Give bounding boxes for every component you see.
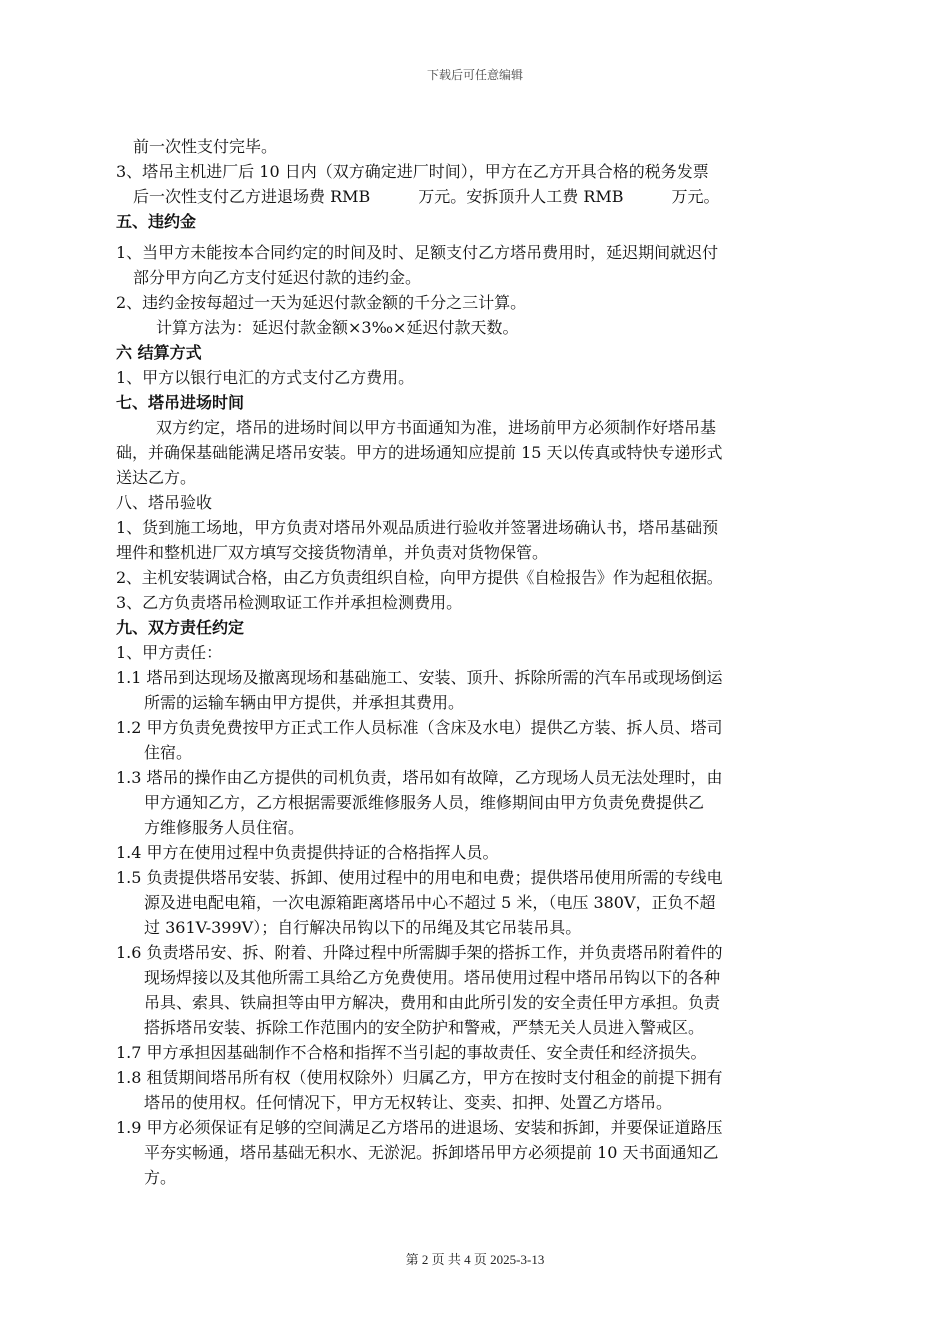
text-line: 后一次性支付乙方进退场费 RMB 万元。安拆顶升人工费 RMB 万元。 bbox=[133, 187, 720, 206]
text-line: 计算方法为：延迟付款金额×3‰×延迟付款天数。 bbox=[156, 318, 519, 337]
text-line: 源及进电配电箱，一次电源箱距离塔吊中心不超过 5 米，（电压 380V，正负不超 bbox=[144, 893, 716, 912]
text-line: 1.5 负责提供塔吊安装、拆卸、使用过程中的用电和电费；提供塔吊使用所需的专线电 bbox=[116, 868, 723, 887]
text-line: 1、货到施工场地，甲方负责对塔吊外观品质进行验收并签署进场确认书，塔吊基础预 bbox=[116, 518, 719, 537]
text-line: 2、违约金按每超过一天为延迟付款金额的千分之三计算。 bbox=[116, 293, 527, 312]
text-line: 吊具、索具、铁扁担等由甲方解决，费用和由此所引发的安全责任甲方承担。负责 bbox=[144, 993, 721, 1012]
section-heading: 六 结算方式 bbox=[116, 343, 202, 362]
text-line: 2、主机安装调试合格，由乙方负责组织自检，向甲方提供《自检报告》作为起租依据。 bbox=[116, 568, 723, 587]
text-line: 送达乙方。 bbox=[116, 468, 197, 487]
text-line: 1.1 塔吊到达现场及撤离现场和基础施工、安装、顶升、拆除所需的汽车吊或现场倒运 bbox=[116, 668, 723, 687]
text-line: 部分甲方向乙方支付延迟付款的违约金。 bbox=[133, 268, 422, 287]
document-body bbox=[116, 134, 840, 1190]
text-line: 1.3 塔吊的操作由乙方提供的司机负责，塔吊如有故障，乙方现场人员无法处理时，由 bbox=[116, 768, 723, 787]
page-footer: 第 2 页 共 4 页 2025-3-13 bbox=[405, 1252, 545, 1267]
text-line: 双方约定，塔吊的进场时间以甲方书面通知为准，进场前甲方必须制作好塔吊基 bbox=[156, 418, 717, 437]
section-heading: 八、塔吊验收 bbox=[116, 493, 213, 512]
text-line: 塔吊的使用权。任何情况下，甲方无权转让、变卖、扣押、处置乙方塔吊。 bbox=[144, 1093, 673, 1112]
section-heading: 九、双方责任约定 bbox=[116, 618, 245, 637]
text-line: 3、乙方负责塔吊检测取证工作并承担检测费用。 bbox=[116, 593, 463, 612]
text-line: 前一次性支付完毕。 bbox=[133, 137, 278, 156]
text-line: 平夯实畅通，塔吊基础无积水、无淤泥。拆卸塔吊甲方必须提前 10 天书面通知乙 bbox=[144, 1143, 719, 1162]
section-heading: 七、塔吊进场时间 bbox=[116, 393, 245, 412]
text-line: 甲方通知乙方，乙方根据需要派维修服务人员，维修期间由甲方负责免费提供乙 bbox=[144, 793, 705, 812]
page-header: 下载后可任意编辑 bbox=[426, 68, 523, 82]
text-line: 现场焊接以及其他所需工具给乙方免费使用。塔吊使用过程中塔吊吊钩以下的各种 bbox=[144, 968, 721, 987]
text-line: 1.4 甲方在使用过程中负责提供持证的合格指挥人员。 bbox=[116, 843, 499, 862]
text-line: 过 361V-399V）；自行解决吊钩以下的吊绳及其它吊装吊具。 bbox=[144, 918, 582, 937]
text-line: 1.2 甲方负责免费按甲方正式工作人员标准（含床及水电）提供乙方装、拆人员、塔司 bbox=[116, 718, 723, 737]
text-line: 所需的运输车辆由甲方提供，并承担其费用。 bbox=[144, 693, 465, 712]
text-line: 3、塔吊主机进厂后 10 日内（双方确定进厂时间），甲方在乙方开具合格的税务发票 bbox=[116, 162, 709, 181]
text-line: 1.8 租赁期间塔吊所有权（使用权除外）归属乙方，甲方在按时支付租金的前提下拥有 bbox=[116, 1068, 723, 1087]
text-line: 1、甲方以银行电汇的方式支付乙方费用。 bbox=[116, 368, 415, 387]
text-line: 埋件和整机进厂双方填写交接货物清单，并负责对货物保管。 bbox=[116, 543, 549, 562]
text-line: 1.7 甲方承担因基础制作不合格和指挥不当引起的事故责任、安全责任和经济损失。 bbox=[116, 1043, 707, 1062]
text-line: 住宿。 bbox=[144, 743, 193, 762]
text-line: 1、甲方责任： bbox=[116, 643, 223, 662]
text-line: 方维修服务人员住宿。 bbox=[144, 818, 305, 837]
text-line: 1、当甲方未能按本合同约定的时间及时、足额支付乙方塔吊费用时，延迟期间就迟付 bbox=[116, 243, 719, 262]
section-heading: 五、违约金 bbox=[116, 212, 197, 231]
text-line: 1.9 甲方必须保证有足够的空间满足乙方塔吊的进退场、安装和拆卸，并要保证道路压 bbox=[116, 1118, 723, 1137]
text-line: 方。 bbox=[144, 1168, 177, 1187]
text-line: 础，并确保基础能满足塔吊安装。甲方的进场通知应提前 15 天以传真或特快专递形式 bbox=[116, 443, 723, 462]
text-line: 1.6 负责塔吊安、拆、附着、升降过程中所需脚手架的搭拆工作，并负责塔吊附着件的 bbox=[116, 943, 723, 962]
text-line: 搭拆塔吊安装、拆除工作范围内的安全防护和警戒，严禁无关人员进入警戒区。 bbox=[144, 1018, 705, 1037]
